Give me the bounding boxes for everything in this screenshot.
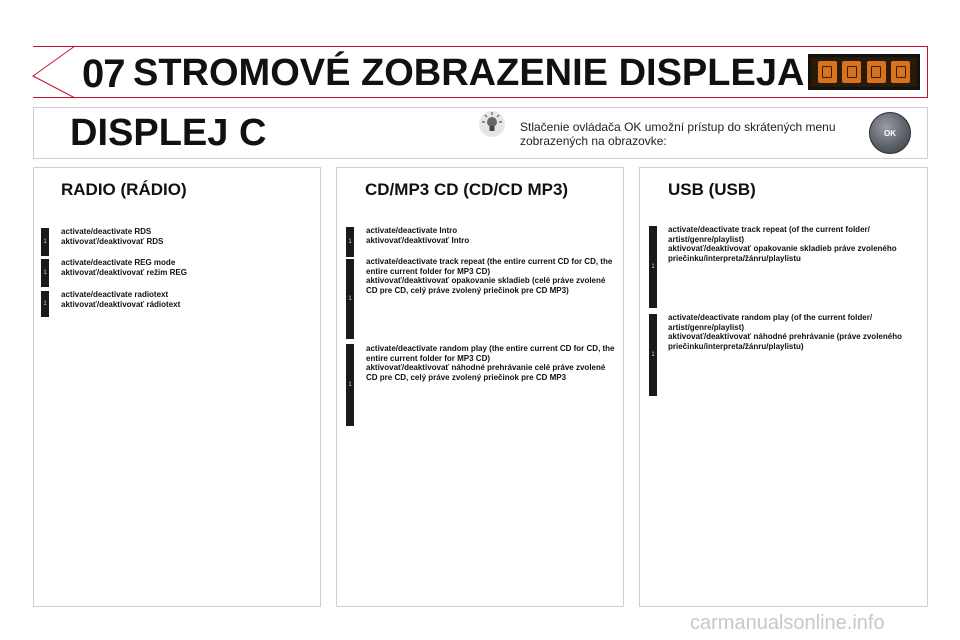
car-icon xyxy=(891,61,910,83)
display-description: Stlačenie ovládača OK umožní prístup do skrátených menu zobrazených na obrazovke: xyxy=(520,120,836,148)
list-item: activate/deactivate radiotext aktivovať/deaktivovať rádiotext xyxy=(61,290,181,309)
page-title: STROMOVÉ ZOBRAZENIE DISPLEJA xyxy=(133,52,805,94)
chapter-number: 07 xyxy=(82,52,125,96)
list-item: activate/deactivate track repeat (the entire current CD for CD, the entire current folder for MP3 CD) aktivovať/deaktivovať opakovanie skladieb (celé práve zvolené CD pre CD, celý práve zvolený priečinok pre CD MP3) xyxy=(366,257,613,295)
level-marker: 1 xyxy=(41,259,49,287)
list-item: activate/deactivate RDS aktivovať/deaktivovať RDS xyxy=(61,227,164,246)
phone-icon xyxy=(818,61,837,83)
watermark: carmanualsonline.info xyxy=(690,612,885,634)
level-marker: 1 xyxy=(649,226,657,308)
level-marker: 1 xyxy=(649,314,657,396)
level-marker: 1 xyxy=(346,227,354,257)
header-icon-strip xyxy=(808,54,920,90)
display-title: DISPLEJ C xyxy=(70,112,267,154)
level-marker: 1 xyxy=(346,259,354,339)
ok-button[interactable] xyxy=(869,112,911,154)
list-item: activate/deactivate random play (of the current folder/ artist/genre/playlist) aktivovať/deaktivovať náhodné prehrávanie (práve zvoleného priečinku/interpreta/žánru/playlistu) xyxy=(668,313,902,351)
ok-label: OK xyxy=(884,128,896,138)
list-item: activate/deactivate track repeat (of the current folder/ artist/genre/playlist) aktivovať/deaktivovať opakovanie skladieb práve zvoleného priečinku/interpreta/žánru/playlistu xyxy=(668,225,897,263)
panel-title-cd: CD/MP3 CD (CD/CD MP3) xyxy=(365,180,569,199)
level-marker: 1 xyxy=(41,228,49,256)
list-item: activate/deactivate random play (the entire current CD for CD, the entire current folder for MP3 CD) aktivovať/deaktivovať náhodné prehrávanie celé práve zvolené CD pre CD, celý práve zvolený priečinok pre CD MP3 xyxy=(366,344,615,382)
list-item: activate/deactivate Intro aktivovať/deaktivovať Intro xyxy=(366,226,470,245)
radio-icon xyxy=(867,61,886,83)
panel-title-radio: RADIO (RÁDIO) xyxy=(61,180,187,199)
document-icon xyxy=(842,61,861,83)
panel-title-usb: USB (USB) xyxy=(668,180,756,199)
list-item: activate/deactivate REG mode aktivovať/deaktivovať režim REG xyxy=(61,258,187,277)
level-marker: 1 xyxy=(346,344,354,426)
level-marker: 1 xyxy=(41,291,49,317)
lightbulb-icon xyxy=(478,110,506,138)
